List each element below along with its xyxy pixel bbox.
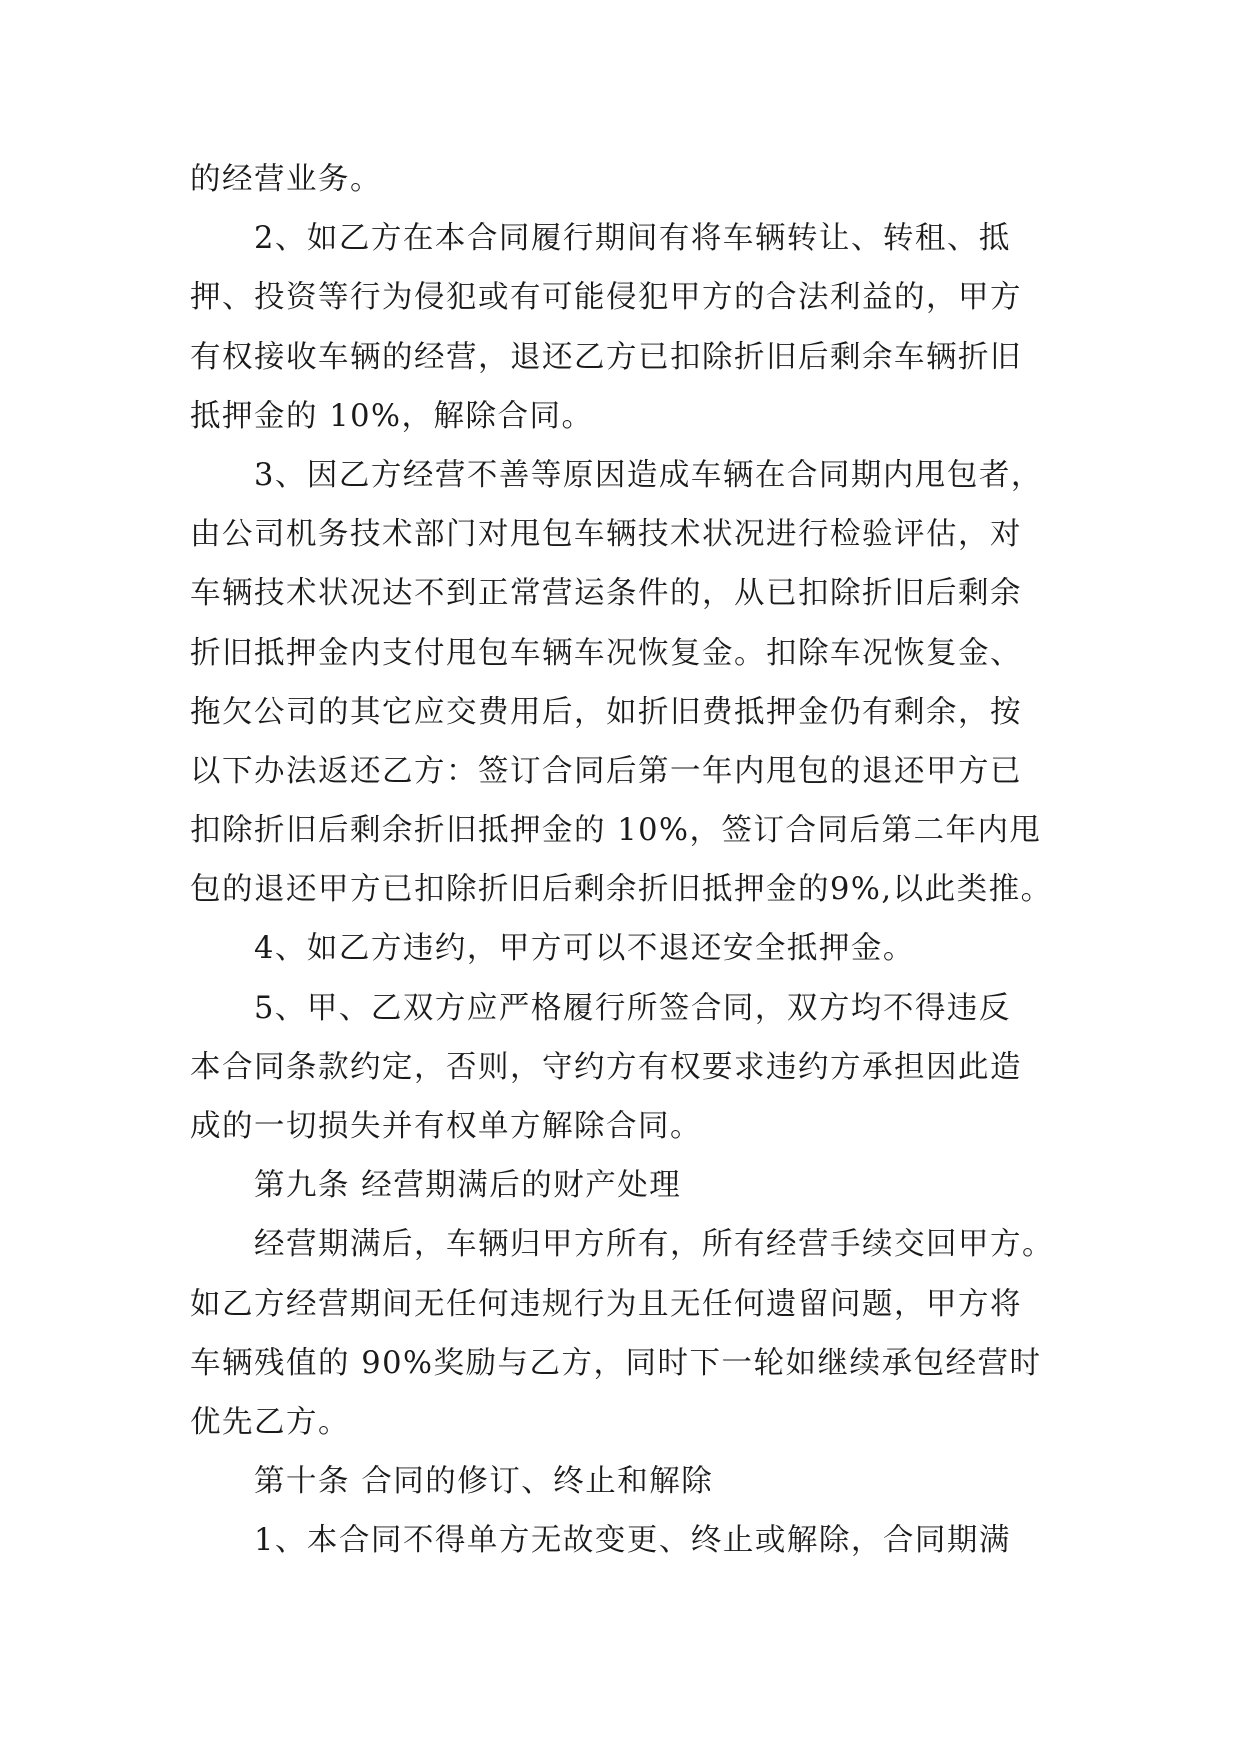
text-line: 3、因乙方经营不善等原因造成车辆在合同期内甩包者， [254, 457, 1043, 493]
text-line: 成的一切损失并有权单方解除合同。 [190, 1109, 702, 1144]
text-line: 2、如乙方在本合同履行期间有将车辆转让、转租、抵 [254, 221, 1011, 257]
text-line: 4、如乙方违约，甲方可以不退还安全抵押金。 [254, 931, 915, 967]
section-heading: 第九条 经营期满后的财产处理 [254, 1168, 682, 1204]
text-line: 有权接收车辆的经营，退还乙方已扣除折旧后剩余车辆折旧 [190, 339, 1022, 375]
text-line: 如乙方经营期间无任何违规行为且无任何遗留问题，甲方将 [190, 1286, 1022, 1322]
text-line: 车辆技术状况达不到正常营运条件的，从已扣除折旧后剩余 [190, 576, 1022, 612]
text-line: 由公司机务技术部门对甩包车辆技术状况进行检验评估，对 [190, 517, 1022, 553]
text-line: 的经营业务。 [190, 162, 382, 197]
text-line: 抵押金的 10%，解除合同。 [190, 398, 594, 434]
text-line: 优先乙方。 [190, 1404, 350, 1440]
text-line: 拖欠公司的其它应交费用后，如折旧费抵押金仍有剩余，按 [190, 694, 1022, 730]
text-line: 经营期满后，车辆归甲方所有，所有经营手续交回甲方。 [254, 1227, 1054, 1263]
text-line: 折旧抵押金内支付甩包车辆车况恢复金。扣除车况恢复金、 [190, 635, 1022, 671]
text-line: 扣除折旧后剩余折旧抵押金的 10%，签订合同后第二年内甩 [190, 813, 1042, 849]
document-body [190, 150, 1070, 1571]
text-line: 包的退还甲方已扣除折旧后剩余折旧抵押金的9%,以此类推。 [190, 872, 1053, 908]
text-line: 本合同条款约定，否则，守约方有权要求违约方承担因此造 [190, 1049, 1022, 1085]
section-heading: 第十条 合同的修订、终止和解除 [254, 1464, 714, 1500]
text-line: 以下办法返还乙方：签订合同后第一年内甩包的退还甲方已 [190, 753, 1022, 789]
text-line: 车辆残值的 90%奖励与乙方，同时下一轮如继续承包经营时 [190, 1345, 1042, 1381]
text-line: 1、本合同不得单方无故变更、终止或解除，合同期满 [254, 1523, 1011, 1559]
text-line: 5、甲、乙双方应严格履行所签合同，双方均不得违反 [254, 990, 1011, 1026]
text-line: 押、投资等行为侵犯或有可能侵犯甲方的合法利益的，甲方 [190, 280, 1022, 316]
